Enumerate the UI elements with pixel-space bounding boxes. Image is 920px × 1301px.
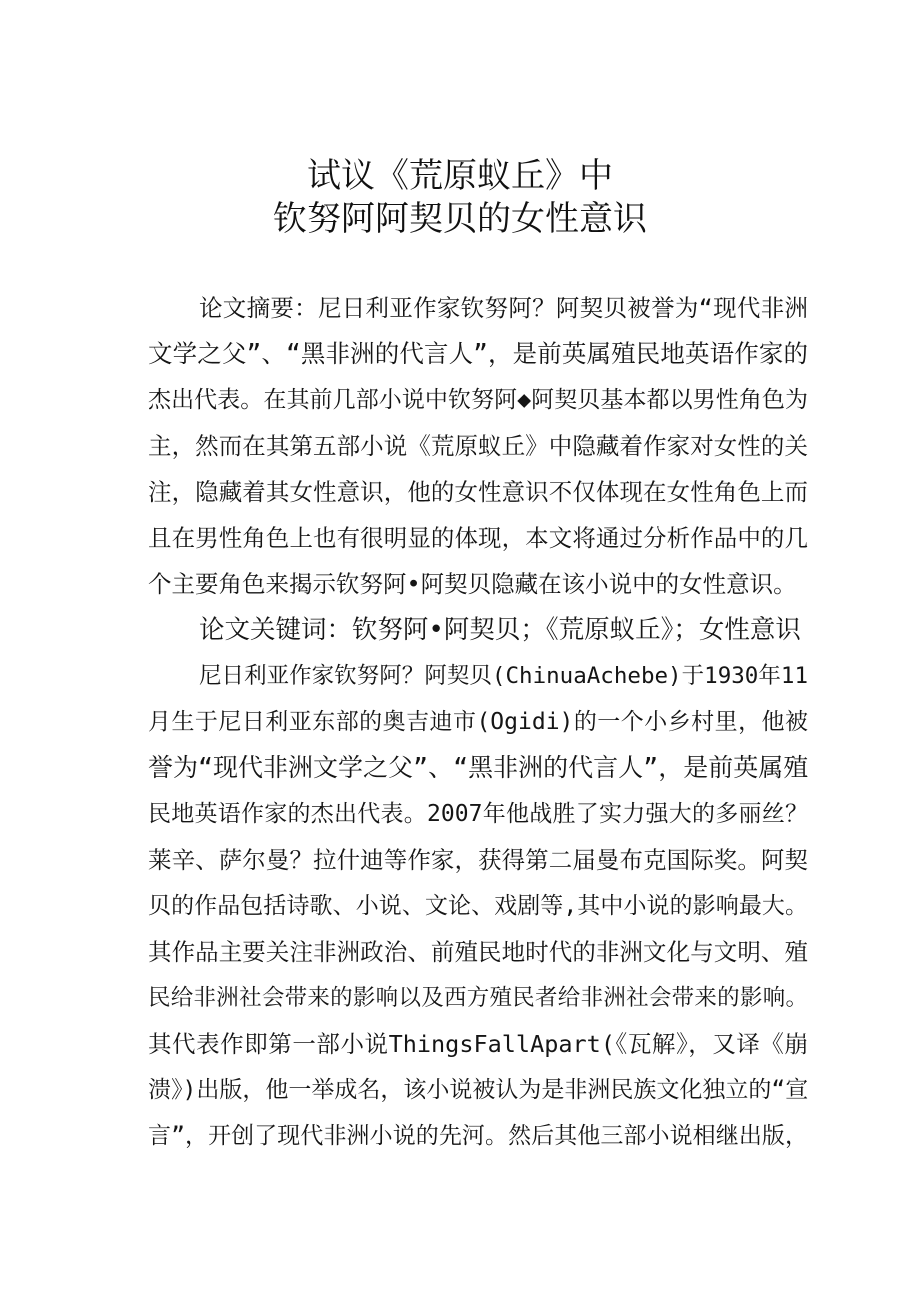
- abstract-line-5: 注，隐藏着其女性意识，他的女性意识不仅体现在女性角色上而: [148, 478, 808, 506]
- body-line-11: 言”，开创了现代非洲小说的先河。然后其他三部小说相继出版，: [148, 1123, 808, 1149]
- body-line-1: 尼日利亚作家钦努阿？阿契贝(ChinuaAchebe)于1930年11: [199, 663, 808, 689]
- body-line-9: 其代表作即第一部小说ThingsFallApart(《瓦解》，又译《崩: [148, 1030, 808, 1058]
- body-line-6: 贝的作品包括诗歌、小说、文论、戏剧等,其中小说的影响最大。: [148, 893, 808, 919]
- document-title-line-2: 钦努阿阿契贝的女性意识: [273, 199, 647, 239]
- abstract-line-2: 文学之父”、“黑非洲的代言人”，是前英属殖民地英语作家的: [148, 339, 808, 368]
- document-title-line-1: 试议《荒原蚁丘》中: [307, 156, 613, 196]
- abstract-line-7: 个主要角色来揭示钦努阿•阿契贝隐藏在该小说中的女性意识。: [148, 570, 797, 598]
- body-line-10: 溃》)出版，他一举成名，该小说被认为是非洲民族文化独立的“宣: [148, 1077, 809, 1103]
- body-line-3: 誉为“现代非洲文学之父”、“黑非洲的代言人”，是前英属殖: [148, 753, 809, 782]
- body-line-5: 莱辛、萨尔曼？拉什迪等作家，获得第二届曼布克国际奖。阿契: [148, 846, 808, 874]
- abstract-line-6: 且在男性角色上也有很明显的体现，本文将通过分析作品中的几: [148, 524, 808, 552]
- abstract-line-1: 论文摘要：尼日利亚作家钦努阿？阿契贝被誉为“现代非洲: [199, 294, 808, 322]
- abstract-line-3: 杰出代表。在其前几部小说中钦努阿◆阿契贝基本都以男性角色为: [148, 387, 808, 413]
- body-line-2: 月生于尼日利亚东部的奥吉迪市(Ogidi)的一个小乡村里，他被: [148, 709, 808, 735]
- keywords-line: 论文关键词：钦努阿•阿契贝；《荒原蚁丘》；女性意识: [199, 615, 801, 645]
- body-line-4: 民地英语作家的杰出代表。2007年他战胜了实力强大的多丽丝？: [148, 801, 808, 827]
- body-line-8: 民给非洲社会带来的影响以及西方殖民者给非洲社会带来的影响。: [148, 985, 808, 1011]
- body-line-7: 其作品主要关注非洲政治、前殖民地时代的非洲文化与文明、殖: [148, 938, 808, 966]
- abstract-line-4: 主，然而在其第五部小说《荒原蚁丘》中隐藏着作家对女性的关: [148, 432, 808, 460]
